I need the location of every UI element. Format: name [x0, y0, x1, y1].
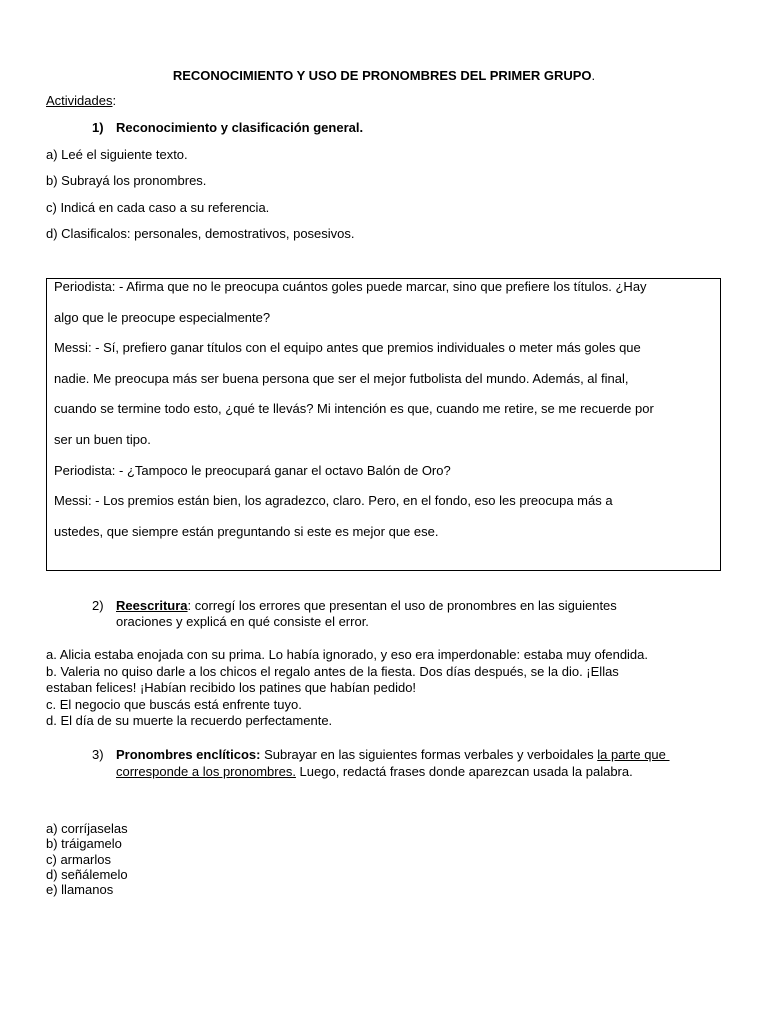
interview-line: nadie. Me preocupa más ser buena persona que ser el mejor futbolista del mundo. Además, al final,: [54, 370, 629, 386]
interview-text-box: [46, 278, 721, 571]
section2-instruction-line2: oraciones y explicá en qué consiste el error.: [116, 614, 369, 629]
section3-underlined-text: corresponde a los pronombres.: [116, 764, 296, 779]
section3-instruction-text: Luego, redactá frases donde aparezcan usada la palabra.: [295, 764, 633, 779]
interview-line: Messi: - Sí, prefiero ganar títulos con el equipo antes que premios individuales o meter más goles que: [54, 340, 641, 356]
section2-keyword: Reescritura: [116, 598, 188, 613]
interview-lines: [54, 279, 654, 554]
interview-line: Periodista: - Afirma que no le preocupa cuántos goles puede marcar, sino que prefiere los títulos. ¿Hay: [54, 279, 647, 294]
section2-sentences: [46, 647, 648, 730]
interview-line: Periodista: - ¿Tampoco le preocupará ganar el octavo Balón de Oro?: [54, 462, 451, 478]
section1-item: a) Leé el siguiente texto.: [46, 147, 188, 162]
section1-item: d) Clasificalos: personales, demostrativos, posesivos.: [46, 225, 355, 241]
section3-instruction-text: Subrayar en las siguientes formas verbales y verboidales: [260, 747, 598, 762]
activities-label: Actividades: [46, 93, 113, 108]
section3-word: b) tráigamelo: [46, 836, 122, 852]
section1-number: 1): [92, 120, 104, 135]
section3-word-list: [46, 821, 128, 897]
section3-underlined-text: la parte que: [597, 747, 670, 762]
interview-line: ser un buen tipo.: [54, 431, 151, 447]
section2-sentence: estaban felices! ¡Habían recibido los patines que habían pedido!: [46, 680, 417, 695]
section2-sentence: b. Valeria no quiso darle a los chicos el regalo antes de la fiesta. Dos días después, se la dio. ¡Ellas: [46, 663, 619, 679]
section3-word: a) corríjaselas: [46, 821, 128, 836]
section3-word: e) llamanos: [46, 882, 114, 897]
title-text: RECONOCIMIENTO Y USO DE PRONOMBRES DEL PRIMER GRUPO: [172, 68, 592, 83]
section1-heading: Reconocimiento y clasificación general.: [116, 120, 364, 135]
section3-instruction-line1: [116, 747, 670, 763]
section2-sentence: a. Alicia estaba enojada con su prima. Lo había ignorado, y eso era imperdonable: estaba muy ofendida.: [46, 647, 649, 662]
interview-line: cuando se termine todo esto, ¿qué te llevás? Mi intención es que, cuando me retire, se me recuerde por: [54, 401, 654, 417]
section3-keyword: Pronombres enclíticos:: [116, 747, 261, 762]
title-period: .: [591, 68, 596, 83]
section2-sentence: c. El negocio que buscás está enfrente tuyo.: [46, 696, 302, 712]
section1-item: b) Subrayá los pronombres.: [46, 173, 207, 189]
section2-sentence: d. El día de su muerte la recuerdo perfectamente.: [46, 713, 333, 728]
section3-number: 3): [92, 747, 104, 762]
section1-item: c) Indicá en cada caso a su referencia.: [46, 199, 270, 215]
activities-colon: :: [112, 93, 117, 108]
interview-line: ustedes, que siempre están preguntando si este es mejor que ese.: [54, 523, 439, 539]
page-title: [0, 68, 768, 84]
section2-instruction-text: : corregí los errores que presentan el uso de pronombres en las siguientes: [187, 598, 617, 613]
interview-line: Messi: - Los premios están bien, los agradezco, claro. Pero, en el fondo, eso les preocupa más a: [54, 493, 613, 509]
activities-heading: [46, 93, 116, 109]
section2-instruction-line1: [116, 598, 617, 614]
section3-word: c) armarlos: [46, 851, 112, 867]
section3-instruction-line2: [116, 764, 633, 780]
section3-word: d) señálemelo: [46, 866, 128, 882]
section1-items: [46, 147, 355, 252]
section2-number: 2): [92, 598, 104, 613]
interview-line: algo que le preocupe especialmente?: [54, 309, 271, 325]
